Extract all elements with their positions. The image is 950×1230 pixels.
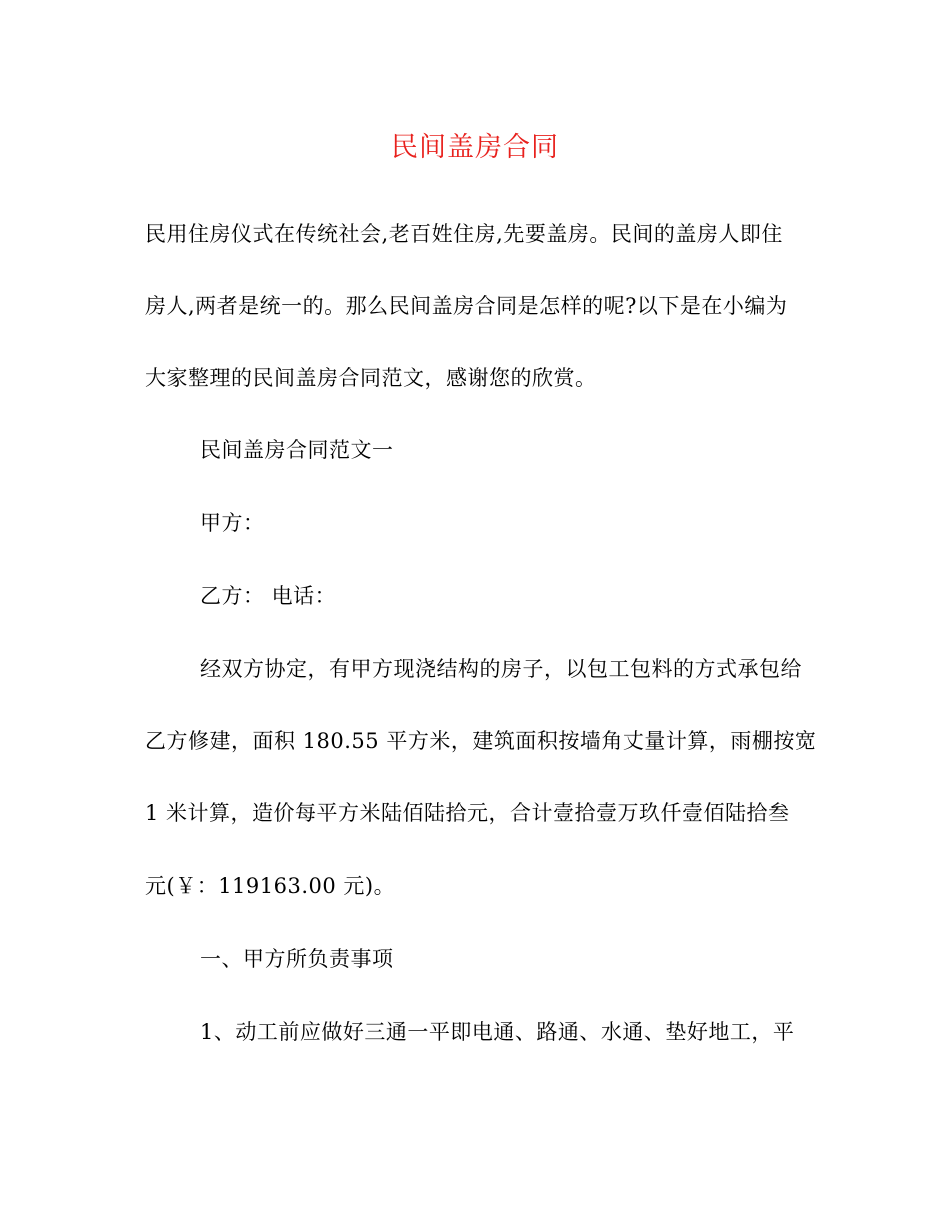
section-heading: 民间盖房合同范文一 (200, 438, 394, 462)
paragraph-line: 经双方协定，有甲方现浇结构的房子，以包工包料的方式承包给 (200, 657, 802, 681)
section-heading: 一、甲方所负责事项 (200, 947, 394, 971)
paragraph-line: 大家整理的民间盖房合同范文，感谢您的欣赏。 (145, 366, 597, 390)
paragraph-line: 1 米计算，造价每平方米陆佰陆拾元，合计壹拾壹万玖仟壹佰陆拾叁 (145, 801, 790, 825)
paragraph-line: 乙方修建，面积 180.55 平方米，建筑面积按墙角丈量计算，雨棚按宽 (145, 729, 817, 753)
document-title: 民间盖房合同 (391, 132, 559, 163)
paragraph-line: 房人,两者是统一的。那么民间盖房合同是怎样的呢?以下是在小编为 (145, 294, 788, 318)
list-item: 1、动工前应做好三通一平即电通、路通、水通、垫好地工，平 (200, 1020, 795, 1044)
party-b-line: 乙方： 电话： (200, 584, 337, 608)
paragraph-line: 元(￥：119163.00 元)。 (145, 874, 396, 898)
party-a-line: 甲方： (200, 511, 265, 535)
paragraph-line: 民用住房仪式在传统社会,老百姓住房,先要盖房。民间的盖房人即住 (145, 222, 783, 246)
